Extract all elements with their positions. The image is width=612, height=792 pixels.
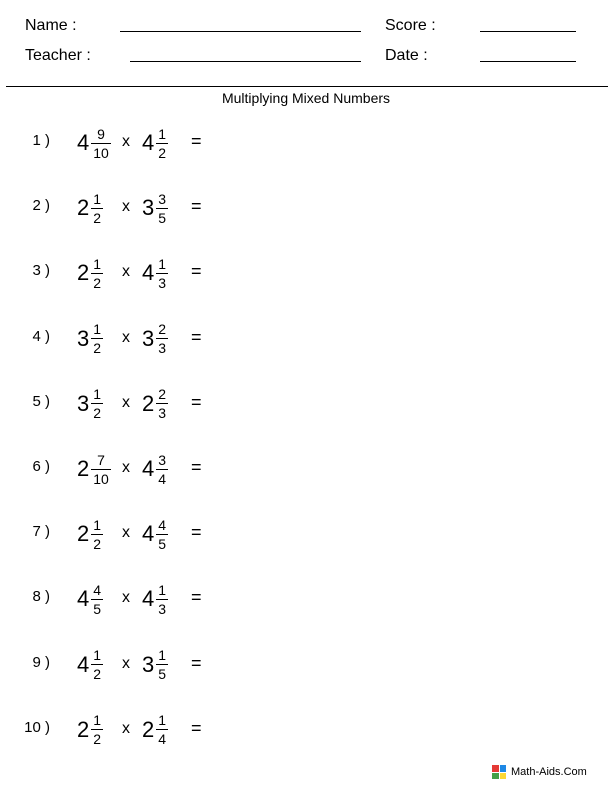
multiply-sign: x: [122, 589, 130, 607]
fraction-bar: [91, 338, 103, 339]
fraction-bar: [156, 534, 168, 535]
problem-number: 10 ): [24, 718, 50, 736]
teacher-label: Teacher :: [25, 47, 91, 64]
multiply-sign: x: [122, 654, 130, 672]
fraction: [91, 582, 103, 617]
numerator: 1: [158, 712, 167, 729]
equals-sign: =: [191, 131, 202, 151]
numerator: 2: [158, 386, 167, 403]
date-field[interactable]: [480, 61, 576, 62]
multiply-sign: x: [122, 524, 130, 542]
fraction: [156, 321, 168, 356]
problem-number: 5 ): [32, 392, 50, 410]
denominator: 2: [93, 340, 102, 357]
numerator: 1: [158, 255, 167, 272]
multiply-sign: x: [122, 198, 130, 216]
numerator: 1: [158, 581, 167, 598]
numerator: 1: [158, 125, 167, 142]
fraction: [156, 647, 168, 682]
problem-number: 8 ): [32, 588, 50, 606]
whole-part: 4: [142, 456, 155, 481]
fraction: [156, 386, 168, 421]
name-label: Name :: [25, 17, 77, 34]
multiply-sign: x: [122, 719, 130, 737]
logo-square-green: [492, 773, 499, 780]
fraction-bar: [156, 143, 168, 144]
worksheet-title: Multiplying Mixed Numbers: [221, 90, 391, 106]
problem-number: 4 ): [32, 327, 50, 345]
numerator: 3: [158, 451, 167, 468]
equals-sign: =: [191, 196, 202, 217]
equals-sign: =: [191, 587, 202, 608]
whole-part: 4: [77, 130, 90, 155]
numerator: 2: [158, 321, 167, 338]
equals-sign: =: [191, 261, 202, 282]
problem-row: [0, 575, 320, 623]
denominator: 2: [93, 405, 102, 422]
mixed-number: [77, 184, 103, 232]
numerator: 1: [93, 255, 102, 272]
fraction: [91, 452, 111, 487]
fraction: [156, 452, 168, 487]
whole-part: 2: [142, 390, 155, 416]
fraction: [91, 517, 103, 552]
denominator: 2: [93, 666, 102, 683]
whole-part: 4: [142, 586, 155, 612]
fraction: [156, 126, 168, 161]
denominator: 2: [93, 731, 102, 748]
header-divider: [6, 86, 608, 87]
problem-number: 2 ): [32, 197, 50, 215]
denominator: 3: [158, 274, 167, 291]
mixed-number: [77, 575, 103, 623]
numerator: 1: [93, 190, 102, 207]
whole-part: 2: [77, 195, 90, 221]
equals-sign: =: [191, 522, 202, 543]
whole-part: 2: [142, 716, 155, 742]
whole-part: 3: [142, 651, 155, 677]
fraction-bar: [91, 664, 103, 665]
whole-part: 2: [77, 716, 90, 742]
whole-part: 4: [142, 521, 155, 547]
fraction: [91, 191, 103, 226]
logo-grid-icon: [492, 765, 506, 779]
fraction-bar: [156, 273, 168, 274]
fraction: [91, 126, 111, 161]
multiply-sign: x: [122, 393, 130, 411]
fraction: [156, 191, 168, 226]
whole-part: 3: [77, 390, 90, 416]
fraction-bar: [91, 729, 103, 730]
problem-number: 1 ): [32, 132, 50, 149]
problem-number: 6 ): [32, 458, 50, 475]
fraction-bar: [156, 664, 168, 665]
math-aids-logo: [492, 765, 587, 779]
denominator: 3: [158, 340, 167, 357]
denominator: 3: [158, 600, 167, 617]
fraction-bar: [91, 208, 103, 209]
whole-part: 4: [77, 651, 90, 677]
whole-part: 4: [77, 586, 90, 612]
numerator: 4: [93, 581, 102, 598]
fraction: [156, 712, 168, 747]
denominator: 2: [158, 144, 167, 161]
problem-row: [0, 380, 320, 428]
numerator: 7: [97, 451, 105, 468]
fraction-bar: [156, 208, 168, 209]
numerator: 4: [158, 516, 167, 533]
numerator: 9: [97, 125, 105, 142]
whole-part: 3: [142, 325, 155, 351]
score-field[interactable]: [480, 31, 576, 32]
mixed-number: [77, 445, 111, 493]
denominator: 4: [158, 731, 167, 748]
denominator: 5: [158, 535, 167, 552]
whole-part: 2: [77, 456, 90, 481]
denominator: 3: [158, 405, 167, 422]
logo-square-blue: [500, 765, 507, 772]
whole-part: 4: [142, 130, 155, 155]
multiply-sign: x: [122, 133, 130, 150]
fraction-bar: [156, 403, 168, 404]
mixed-number: [77, 380, 103, 428]
denominator: 2: [93, 209, 102, 226]
fraction-bar: [156, 599, 168, 600]
denominator: 5: [158, 209, 167, 226]
fraction-bar: [91, 469, 111, 470]
problem-row: [0, 119, 320, 167]
whole-part: 2: [77, 260, 90, 286]
numerator: 1: [93, 647, 102, 664]
teacher-field[interactable]: [130, 61, 361, 62]
numerator: 1: [158, 647, 167, 664]
date-label: Date :: [385, 47, 428, 64]
problem-row: [0, 249, 320, 297]
mixed-number: [142, 119, 168, 167]
fraction: [91, 321, 103, 356]
fraction-bar: [156, 338, 168, 339]
problem-number: 7 ): [32, 523, 50, 541]
mixed-number: [77, 249, 103, 297]
multiply-sign: x: [122, 328, 130, 346]
numerator: 1: [93, 712, 102, 729]
problem-row: [0, 641, 320, 689]
multiply-sign: x: [122, 459, 130, 476]
score-label: Score :: [385, 17, 436, 34]
problem-number: 9 ): [32, 653, 50, 671]
fraction-bar: [156, 469, 168, 470]
logo-square-red: [492, 765, 499, 772]
fraction: [91, 647, 103, 682]
denominator: 10: [93, 470, 109, 487]
numerator: 1: [93, 321, 102, 338]
denominator: 4: [158, 470, 167, 487]
mixed-number: [77, 510, 103, 558]
denominator: 5: [158, 666, 167, 683]
mixed-number: [142, 510, 168, 558]
problem-row: [0, 184, 320, 232]
fraction: [156, 256, 168, 291]
mixed-number: [142, 184, 168, 232]
problem-number: 3 ): [32, 262, 50, 280]
problem-row: [0, 706, 320, 754]
equals-sign: =: [191, 457, 202, 477]
fraction-bar: [91, 403, 103, 404]
denominator: 10: [93, 144, 109, 161]
fraction-bar: [91, 143, 111, 144]
numerator: 1: [93, 516, 102, 533]
fraction-bar: [156, 729, 168, 730]
whole-part: 2: [77, 521, 90, 547]
equals-sign: =: [191, 717, 202, 738]
denominator: 2: [93, 274, 102, 291]
mixed-number: [77, 706, 103, 754]
equals-sign: =: [191, 326, 202, 347]
fraction-bar: [91, 534, 103, 535]
logo-square-yellow: [500, 773, 507, 780]
fraction: [91, 712, 103, 747]
fraction: [156, 582, 168, 617]
problem-row: [0, 315, 320, 363]
numerator: 1: [93, 386, 102, 403]
whole-part: 3: [77, 325, 90, 351]
problem-row: [0, 445, 320, 493]
numerator: 3: [158, 190, 167, 207]
logo-text: Math-Aids.Com: [511, 766, 587, 778]
mixed-number: [142, 315, 168, 363]
fraction-bar: [91, 273, 103, 274]
mixed-number: [77, 315, 103, 363]
mixed-number: [142, 641, 168, 689]
fraction: [91, 386, 103, 421]
name-field[interactable]: [120, 31, 361, 32]
equals-sign: =: [191, 391, 202, 412]
denominator: 5: [93, 600, 102, 617]
whole-part: 3: [142, 195, 155, 221]
equals-sign: =: [191, 652, 202, 673]
denominator: 2: [93, 535, 102, 552]
mixed-number: [142, 249, 168, 297]
mixed-number: [142, 706, 168, 754]
problem-row: [0, 510, 320, 558]
mixed-number: [142, 445, 168, 493]
mixed-number: [77, 641, 103, 689]
whole-part: 4: [142, 260, 155, 286]
mixed-number: [77, 119, 111, 167]
multiply-sign: x: [122, 263, 130, 281]
mixed-number: [142, 575, 168, 623]
mixed-number: [142, 380, 168, 428]
fraction: [91, 256, 103, 291]
fraction-bar: [91, 599, 103, 600]
fraction: [156, 517, 168, 552]
